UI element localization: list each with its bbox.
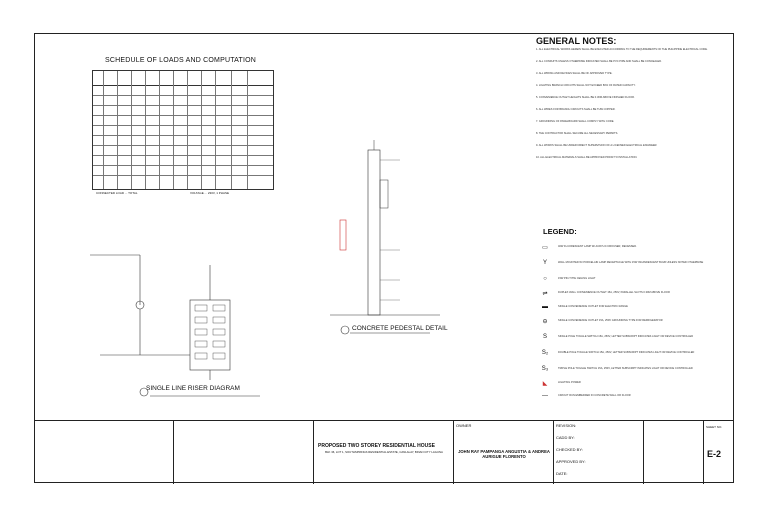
tb-cell-stamp	[644, 421, 704, 484]
owner-label: OWNER	[456, 423, 472, 428]
schedule-footer-right: VOLTAGE ... 230V, 1 PHASE	[190, 191, 229, 195]
note-item: 1. ALL ELECTRICAL WORKS HEREIN SHALL BE EXECUTED ACCORDING TO THE REQUIREMENTS OF THE PHILIPPINE ELECTRICAL CODE.	[536, 48, 708, 51]
sheet-number: E-2	[707, 449, 722, 459]
tb-cell	[174, 421, 314, 484]
note-item: 5. CONVENIENCE OUTLET HEIGHTS SHALL BE 0.30M ABOVE FINISHED FLOOR.	[536, 96, 635, 99]
legend-text: CIRCUIT RUN EMBEDDED IN CONCRETE WALL OR FLOOR	[558, 394, 631, 397]
legend-text: SINGLE CONVENIENCE OUTLET FOR ELECTRIC RANGE	[558, 305, 628, 308]
legend-item	[538, 260, 738, 274]
legend-title: LEGEND:	[543, 227, 577, 236]
approved-label: APPROVED BY:	[556, 459, 586, 464]
legend-symbol: —	[542, 393, 548, 399]
legend-item	[538, 380, 738, 394]
pedestal-detail	[330, 140, 440, 340]
legend-text: 40W FLUORESCENT LAMP W/ ACRYLIC DIFFUSER, RECESSED.	[558, 245, 637, 248]
revision-label: REVISION:	[556, 423, 577, 428]
legend-symbol: ⊖	[542, 319, 548, 325]
title-block	[34, 420, 734, 484]
legend-item	[538, 334, 738, 348]
legend-item	[538, 393, 738, 407]
legend-text: 15W PIN-TYPE CEILING LIGHT	[558, 277, 596, 280]
date-label: DATE:	[556, 471, 568, 476]
cadd-label: CADD BY:	[556, 435, 575, 440]
schedule-table	[92, 70, 274, 190]
note-item: 6. ALL WIRES FOR BRANCH CIRCUITS SHALL BE THW COPPER.	[536, 108, 616, 111]
schedule-header	[93, 71, 273, 86]
legend-text: SINGLE CONVENIENCE OUTLET 15A, 250V GROUNDING TYPE FOR REFRIGERATOR	[558, 319, 663, 322]
note-item: 8. THE CONTRACTOR SHALL SECURE ALL NECESSARY PERMITS.	[536, 132, 619, 135]
tb-cell-sheet	[704, 421, 734, 484]
legend-text: DOUBLE POLE TOGGLE SWITCH 15A, 250V, LETTER SUBSCRIPT INDICATES LIGHT OR DEVICE CONTROLLED	[558, 351, 695, 354]
project-location: BLK 36, LOT 1, SOUTHSPRINGS RESIDENTIAL ESTATE, CANLALAY, BINAN CITY LAGUNA	[325, 450, 443, 454]
sheet-no-label: SHEET NO.	[706, 425, 723, 429]
note-item: 7. GROUNDING OF PANELBOARD SHALL COMPLY WITH CODE.	[536, 120, 615, 123]
note-item: 10. ALL ELECTRICAL MATERIALS SHALL BE APPROVED PRIOR TO INSTALLATION.	[536, 156, 638, 159]
legend-text: DUPLEX WALL CONVENIENCE OUTLET 15A, 250V, PARALLEL SLOTS 0.30M ABOVE FLOOR	[558, 291, 670, 294]
legend-symbol: S₂	[541, 350, 549, 356]
legend-item	[538, 350, 738, 364]
note-item: 2. ALL CONDUITS UNLESS OTHERWISE INDICATED SHALL BE PVC PIPE AND SHALL BE CONCEALED.	[536, 60, 662, 63]
schedule-title: SCHEDULE OF LOADS AND COMPUTATION	[105, 57, 257, 64]
general-notes-title: GENERAL NOTES:	[536, 36, 617, 46]
legend-text: LIGHTING POWER	[558, 381, 581, 384]
legend-item	[538, 304, 738, 318]
legend-text: TRIPLE POLE TOGGLE SWITCH 15A, 250V, LETTER SUBSCRIPT INDICATES LIGHT OR DEVICE CONTROLLED	[558, 367, 693, 370]
note-item: 3. ALL WIRING AND DEVICES SHALL BE OF APPROVED TYPE.	[536, 72, 613, 75]
riser-caption: SINGLE LINE RISER DIAGRAM	[146, 385, 240, 392]
tb-cell-owner	[454, 421, 554, 484]
legend-symbol: Y	[542, 260, 547, 266]
riser-diagram	[80, 245, 260, 405]
tb-cell-signatures	[554, 421, 644, 484]
schedule-footer-left: CONNECTED LOAD ... TOTAL	[96, 191, 138, 195]
legend-item	[538, 276, 738, 290]
legend-symbol: S₃	[541, 366, 549, 372]
legend-text: WALL MOUNTED W/ PORCELAIN LAMP RECEPTACLE WITH 15W INCANDESCENT BULB UNLESS NOTED OTHERWISE	[558, 261, 704, 264]
owner-name: JOHN RAY PAMPANGA ANGUSTIA & ANDREA AURIGUE FLORENTO	[458, 449, 550, 459]
legend-symbol: ○	[543, 276, 547, 282]
tb-cell-project	[314, 421, 454, 484]
legend-symbol: ◣	[542, 381, 548, 387]
legend-text: SINGLE POLE TOGGLE SWITCH 15A, 250V, LETTER SUBSCRIPT INDICATES LIGHT OR DEVICE CONTROLLED	[558, 335, 694, 338]
legend-item	[538, 318, 738, 332]
checked-label: CHECKED BY:	[556, 447, 583, 452]
tb-cell	[34, 421, 174, 484]
note-item: 9. ALL WORKS SHALL BE UNDER DIRECT SUPERVISION OF A LICENSED ELECTRICAL ENGINEER.	[536, 144, 658, 147]
legend-item	[538, 366, 738, 380]
legend-symbol: ▬	[542, 304, 548, 310]
project-title: PROPOSED TWO STOREY RESIDENTIAL HOUSE	[318, 443, 435, 449]
note-item: 4. LIGHTING BRANCH CIRCUITS SHALL NOT EXCEED 80% OF RATED CAPACITY.	[536, 84, 636, 87]
legend-item	[538, 290, 738, 304]
legend-symbol: ⇌	[542, 291, 548, 297]
legend-symbol: S	[542, 334, 547, 340]
legend-symbol: ▭	[542, 245, 548, 251]
legend-item	[538, 244, 738, 258]
pedestal-caption: CONCRETE PEDESTAL DETAIL	[352, 325, 448, 332]
